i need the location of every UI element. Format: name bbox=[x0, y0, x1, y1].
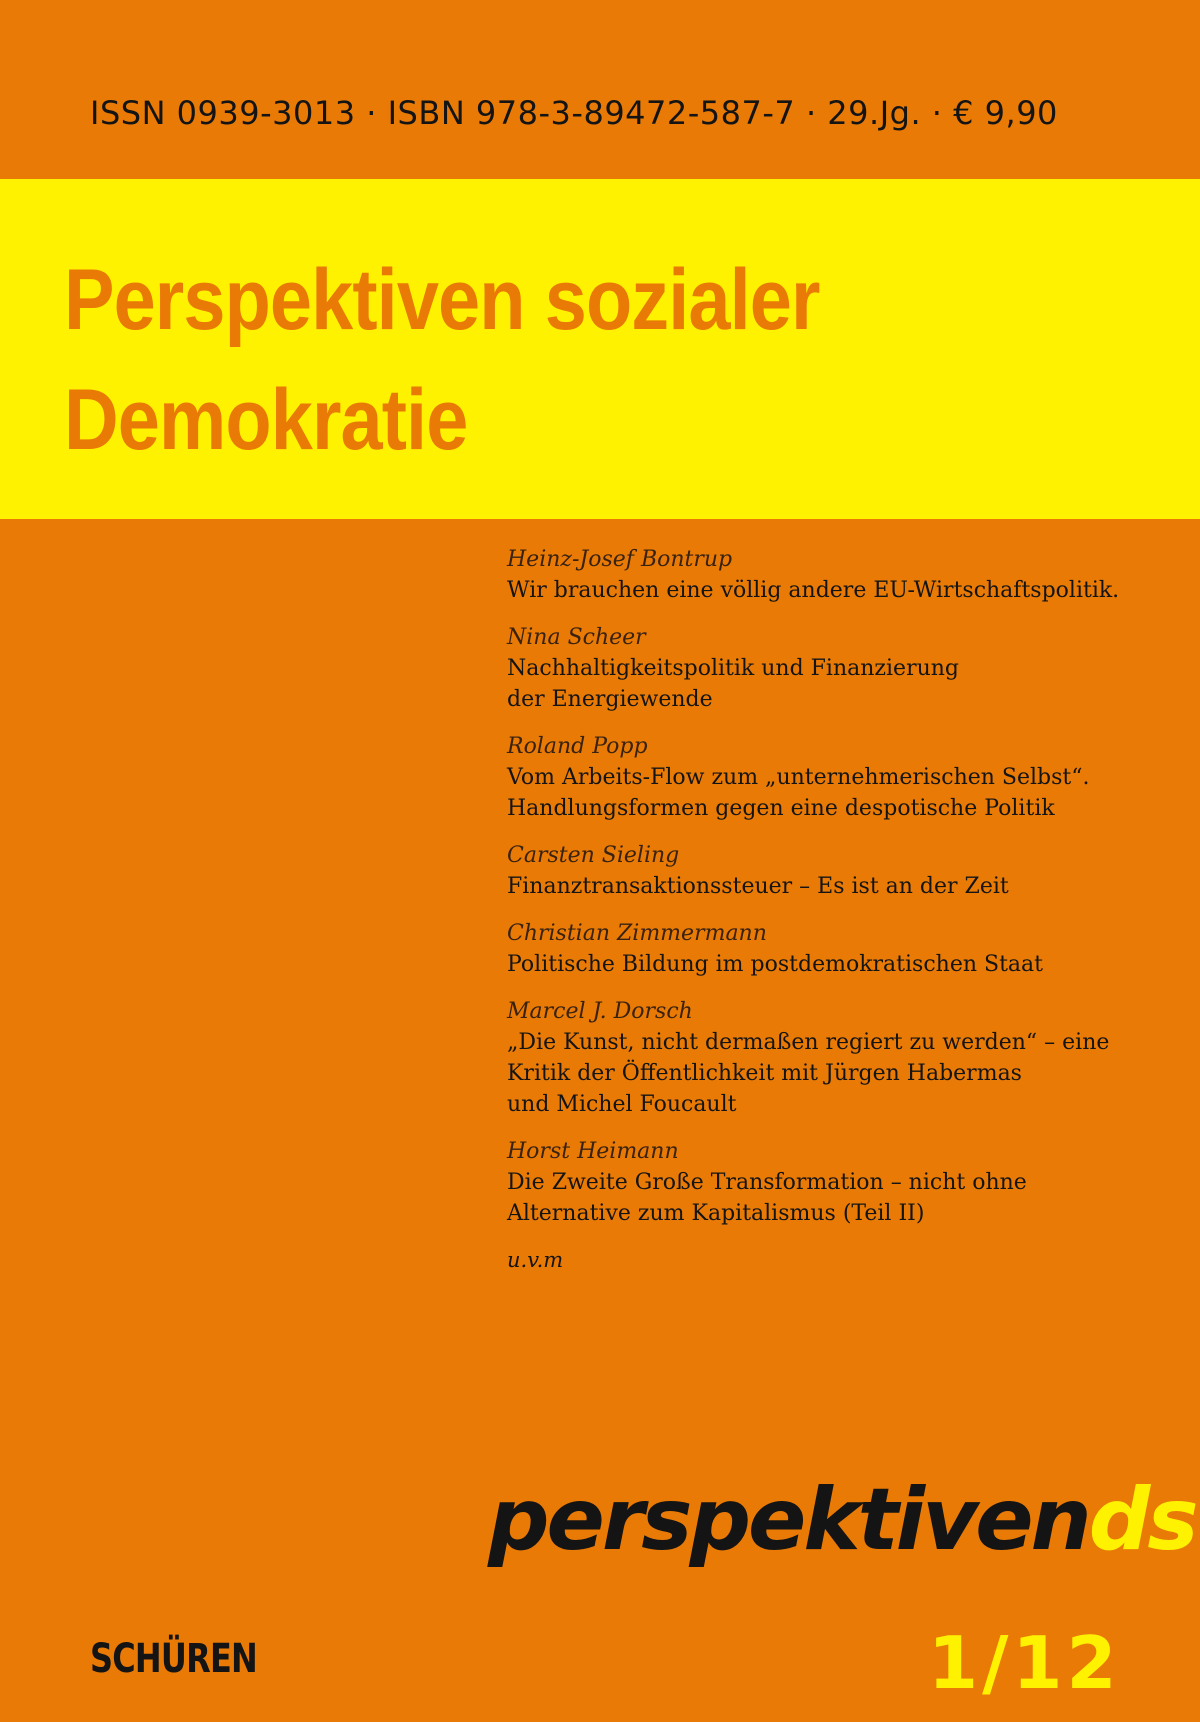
magazine-title bbox=[64, 240, 820, 480]
toc-author: Carsten Sieling bbox=[507, 843, 680, 868]
toc-entry bbox=[507, 918, 1167, 980]
toc-author: Marcel J. Dorsch bbox=[507, 999, 693, 1024]
toc-article-title: Nachhaltigkeitspolitik und Finanzierung der Energiewende bbox=[507, 656, 960, 712]
toc-entry bbox=[507, 731, 1167, 824]
toc-entry bbox=[507, 996, 1167, 1120]
toc-author: Christian Zimmermann bbox=[507, 921, 767, 946]
logo-main-text: perspektiven bbox=[488, 1470, 1089, 1570]
title-line-1: Perspektiven sozialer bbox=[64, 252, 820, 348]
toc-author: Roland Popp bbox=[507, 734, 648, 759]
publication-info: ISSN 0939-3013 · ISBN 978-3-89472-587-7 · 29.Jg. · € 9,90 bbox=[90, 94, 1058, 132]
toc-article-title: Politische Bildung im postdemokratischen Staat bbox=[507, 952, 1043, 977]
toc-entry bbox=[507, 622, 1167, 715]
toc-author: Heinz-Josef Bontrup bbox=[507, 547, 733, 572]
toc-more: u.v.m bbox=[507, 1248, 564, 1272]
toc-article-title: „Die Kunst, nicht dermaßen regiert zu werden“ – eine Kritik der Öffentlichkeit mit Jürgen Habermas und Michel Foucault bbox=[507, 1030, 1110, 1117]
toc-entry bbox=[507, 840, 1167, 902]
toc-article-title: Vom Arbeits-Flow zum „unternehmerischen Selbst“. Handlungsformen gegen eine despotische Politik bbox=[507, 765, 1090, 821]
title-line-2: Demokratie bbox=[64, 372, 468, 468]
toc-author: Nina Scheer bbox=[507, 625, 646, 650]
toc-author: Horst Heimann bbox=[507, 1139, 679, 1164]
toc-entry bbox=[507, 544, 1167, 606]
magazine-logo bbox=[488, 1470, 1196, 1570]
issue-number: 1/12 bbox=[928, 1621, 1121, 1705]
toc-article-title: Finanztransaktionssteuer – Es ist an der Zeit bbox=[507, 874, 1009, 899]
publisher-logo: SCHÜREN bbox=[90, 1636, 257, 1682]
table-of-contents bbox=[507, 544, 1167, 1276]
logo-suffix-text: ds bbox=[1088, 1470, 1196, 1570]
toc-article-title: Wir brauchen eine völlig andere EU-Wirtschaftspolitik. bbox=[507, 578, 1120, 603]
toc-article-title: Die Zweite Große Transformation – nicht ohne Alternative zum Kapitalismus (Teil II) bbox=[507, 1170, 1027, 1226]
toc-entry bbox=[507, 1136, 1167, 1229]
